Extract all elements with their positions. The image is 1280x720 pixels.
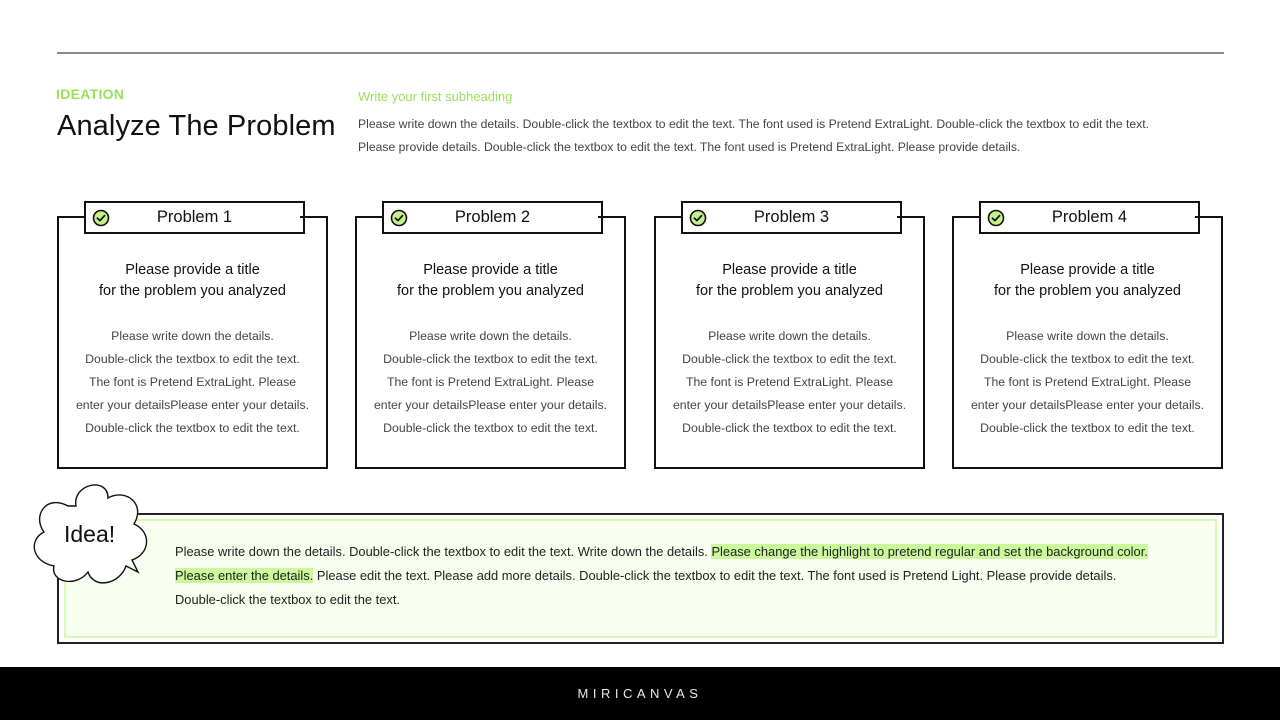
details-line: enter your detailsPlease enter your details. <box>970 398 1205 412</box>
details-line: The font is Pretend ExtraLight. Please <box>983 375 1192 389</box>
section-eyebrow: IDEATION <box>56 86 125 102</box>
details-line: Double-click the textbox to edit the text. <box>383 421 598 435</box>
check-circle-icon <box>689 209 707 227</box>
details-line: enter your detailsPlease enter your details. <box>373 398 608 412</box>
details-line: Double-click the textbox to edit the text. <box>682 352 897 366</box>
problem-card-4[interactable] <box>952 208 1223 469</box>
problem-label: Problem 4 <box>1051 208 1128 226</box>
details-line: Please write down the details. <box>1006 329 1169 343</box>
problem-card-tab <box>681 201 902 234</box>
details-line: Double-click the textbox to edit the text. <box>980 421 1195 435</box>
details-line: enter your detailsPlease enter your details. <box>75 398 310 412</box>
top-divider <box>57 52 1224 54</box>
problem-title-line: for the problem you analyzed <box>696 283 883 299</box>
idea-panel[interactable] <box>57 513 1224 644</box>
problem-card-tab <box>84 201 305 234</box>
details-line: Double-click the textbox to edit the text. <box>85 421 300 435</box>
idea-text-segment: Please edit the text. Please add more details. Double-click the textbox to edit the text. The font used is Pretend Light. Please provide details. <box>313 568 1117 583</box>
details-line: Double-click the textbox to edit the text. <box>682 421 897 435</box>
intro-line-1: Please write down the details. Double-click the textbox to edit the text. The font used is Pretend ExtraLight. Double-click the textbox to edit the text. <box>358 117 1150 131</box>
problem-title[interactable] <box>357 260 624 302</box>
problem-card-1[interactable] <box>57 208 328 469</box>
problem-title-line: Please provide a title <box>423 262 558 278</box>
intro-line-2: Please provide details. Double-click the textbox to edit the text. The font used is Pretend ExtraLight. Please provide details. <box>358 140 1021 154</box>
details-line: Double-click the textbox to edit the text. <box>383 352 598 366</box>
problem-label: Problem 1 <box>156 208 233 226</box>
problem-card-2[interactable] <box>355 208 626 469</box>
problem-label: Problem 2 <box>454 208 531 226</box>
idea-text[interactable] <box>175 540 1205 612</box>
problem-details[interactable] <box>656 325 923 440</box>
problem-card-tab <box>979 201 1200 234</box>
problem-card-3[interactable] <box>654 208 925 469</box>
problem-title-line: Please provide a title <box>1020 262 1155 278</box>
problem-title-line: for the problem you analyzed <box>994 283 1181 299</box>
details-line: enter your detailsPlease enter your details. <box>672 398 907 412</box>
problem-card-tab <box>382 201 603 234</box>
problem-title[interactable] <box>656 260 923 302</box>
problem-title-line: for the problem you analyzed <box>397 283 584 299</box>
details-line: Please write down the details. <box>111 329 274 343</box>
problem-title-line: Please provide a title <box>125 262 260 278</box>
problem-details[interactable] <box>954 325 1221 440</box>
idea-text-segment: Please write down the details. Double-click the textbox to edit the text. Write down the details. <box>175 544 712 559</box>
details-line: Please write down the details. <box>409 329 572 343</box>
idea-label: Idea! <box>64 521 116 547</box>
problem-details[interactable] <box>357 325 624 440</box>
footer-brand: MIRICANVAS <box>577 686 703 701</box>
check-circle-icon <box>987 209 1005 227</box>
problem-title-line: Please provide a title <box>722 262 857 278</box>
check-circle-icon <box>92 209 110 227</box>
idea-highlight: Please enter the details. <box>175 568 314 583</box>
subheading[interactable]: Write your first subheading <box>358 89 513 104</box>
check-circle-icon <box>390 209 408 227</box>
intro-textbox[interactable] <box>358 113 1228 159</box>
problem-title[interactable] <box>954 260 1221 302</box>
footer-bar <box>0 667 1280 720</box>
problem-title[interactable] <box>59 260 326 302</box>
problem-label: Problem 3 <box>753 208 830 226</box>
details-line: The font is Pretend ExtraLight. Please <box>386 375 595 389</box>
idea-highlight: Please change the highlight to pretend regular and set the background color. <box>711 544 1148 559</box>
idea-text-segment: Double-click the textbox to edit the text. <box>175 592 400 607</box>
details-line: The font is Pretend ExtraLight. Please <box>88 375 297 389</box>
problem-details[interactable] <box>59 325 326 440</box>
details-line: The font is Pretend ExtraLight. Please <box>685 375 894 389</box>
details-line: Please write down the details. <box>708 329 871 343</box>
details-line: Double-click the textbox to edit the text. <box>85 352 300 366</box>
details-line: Double-click the textbox to edit the text. <box>980 352 1195 366</box>
problem-title-line: for the problem you analyzed <box>99 283 286 299</box>
page-title: Analyze The Problem <box>57 110 336 142</box>
